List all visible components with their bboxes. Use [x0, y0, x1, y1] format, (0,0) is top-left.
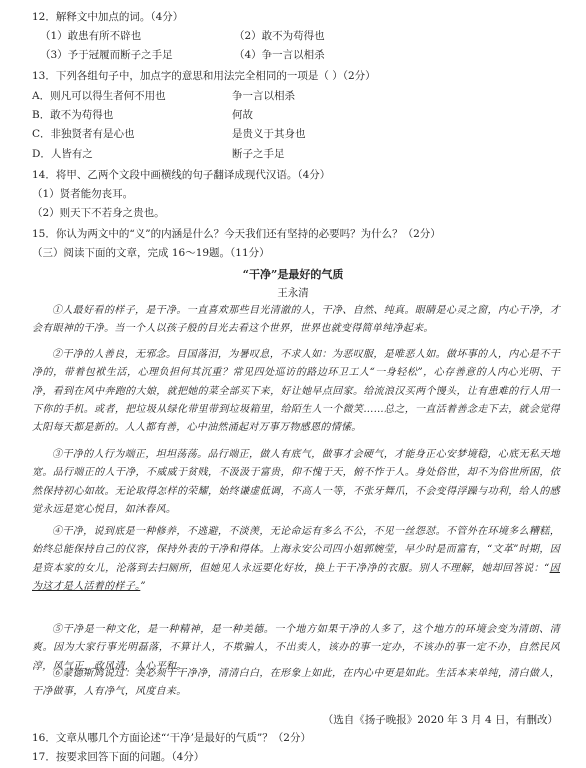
- q14-item-1: （1）贤者能勿丧耳。: [32, 188, 134, 200]
- paragraph-3-text: ③干净的人行为端正，坦坦荡荡。品行端正，做人有底气，做事才会硬气，才能身正心安梦境稳，心底无私天地宽。品行端正的人干净，不威威于贫贱，不汲汲于富贵，仰不愧于天，俯不怍于人。身处俗世，却不为俗世所困，依然保持初心如故。无论取得怎样的荣耀，始终谦虚低调，不高人一等，不张牙舞爪，不会变得浮躁与功利，给人的感觉永远是宽心悦目，如沐春风。: [32, 449, 560, 515]
- q13-option-d-left: D．人皆有之: [32, 148, 93, 160]
- article-paragraph-6: [32, 665, 560, 702]
- q13-option-d-right: 断子之手足: [232, 148, 285, 160]
- article-paragraph-2: [32, 346, 560, 437]
- q14-item-2: （2）则天下不若身之贵也。: [32, 207, 165, 219]
- q16-stem: 16．文章从哪几个方面论述“‘干净’是最好的气质”？（2分）: [32, 732, 311, 744]
- q12-stem: 12．解释文中加点的词。（4分）: [32, 11, 184, 23]
- section3-heading: （三）阅读下面的文章，完成 16～19题。（11分）: [32, 247, 270, 259]
- q13-stem: 13．下列各组句子中，加点字的意思和用法完全相同的一项是（ ）（2分）: [32, 70, 376, 82]
- q13-option-a-right: 争一言以相杀: [232, 90, 295, 102]
- q12-item-4: （4）争一言以相杀: [234, 49, 325, 61]
- paragraph-2-text: ②干净的人善良，无邪念。目国落泪，为暑叹息，不求人如：为恶叹服，是唯恶人如。做坏事的人，内心是不干净的，带着包袱生活，心理负担何其沉重？常见四处巡访的路边环卫工人“一身轻松”，心存善意的人内心光明、干净，看到在风中奔跑的大娘，就把她的菜全部买下来，好让她早点回家。给流浪汉买两个馒头，让有患难的行人用一下你的手机。或者，把垃圾从绿化带里带到垃圾箱里，给陌生人一个微笑……总之，一直活着善念走下去，就会觉得太阳每天都是新的。人人都有善，心中油然涌起对万事万物感恩的情愫。: [32, 349, 560, 434]
- q12-item-1: （1）敢患有所不辟也: [40, 30, 142, 42]
- article-paragraph-1: [32, 302, 560, 339]
- article-paragraph-3: [32, 446, 560, 519]
- q13-option-b-right: 何故: [232, 109, 253, 121]
- article-source: （选自《扬子晚报》2020 年 3 月 4 日，有删改）: [322, 714, 558, 726]
- q12-item-3: （3）予于冠履而断子之手足: [40, 49, 173, 61]
- q14-stem: 14．将甲、乙两个文段中画横线的句子翻译成现代汉语。（4分）: [32, 169, 331, 181]
- q13-option-a-left: A．则凡可以得生者何不用也: [32, 90, 166, 102]
- q12-item-2: （2）敢不为苟得也: [234, 30, 325, 42]
- q13-option-c-right: 是贵义于其身也: [232, 128, 306, 140]
- paragraph-4-text: ④干净，说到底是一种修养，不逃避，不淡羡，无论命运有多么不公，不见一丝怨怼。不管外在环境多么糟糕，始终总能保持自己的仪容，保持外表的干净和得体。上海永安公司四小姐郭婉莹，早少时是而富有，“文革”时期，因是资本家的女儿，沦落到去扫厕所，但她见人永远要化好妆，换上干干净净的衣服。别人不理解，她却回答说：“因为这才是人活着的样子。”: [32, 526, 560, 592]
- paragraph-1-text: ①人最好看的样子，是干净。一直喜欢那些目光清澈的人，干净、自然、纯真。眼睛是心灵之窗，内心干净，才会有眼神的干净。当一个人以孩子般的目光去看这个世界，世界也就变得简单纯净起来。: [32, 305, 560, 335]
- article-title: “干净”是最好的气质: [242, 268, 344, 281]
- q13-option-c-left: C．非独贤者有是心也: [32, 128, 135, 140]
- article-author: 王永清: [277, 287, 309, 299]
- paragraph-5-text: ⑤干净是一种文化，是一种精神，是一种美德。一个地方如果干净的人多了，这个地方的环境会变为清朗、清爽。因为大家行事光明磊落，不算计人，不欺骗人，不出卖人，该办的事一定办，不该办的事一定不办，自然民风淳，风气正，政风清，人心平和。: [32, 624, 560, 672]
- q17-stem: 17．按要求回答下面的问题。（4分）: [32, 751, 205, 763]
- q15-stem: 15．你认为两文中的“义”的内涵是什么？今天我们还有坚持的必要吗？为什么？（2分）: [32, 228, 441, 240]
- underlined-quote: 因为这才是人活着的样子。: [32, 562, 560, 592]
- article-paragraph-4: [32, 523, 560, 596]
- paragraph-6-text: ⑥蒙德斯鸠说过：美必须干干净净，清清白白，在形象上如此，在内心中更是如此。生活本来单纯，清白做人，干净做事，人有净气，风度自来。: [32, 668, 560, 698]
- q13-option-b-left: B．敢不为苟得也: [32, 109, 114, 121]
